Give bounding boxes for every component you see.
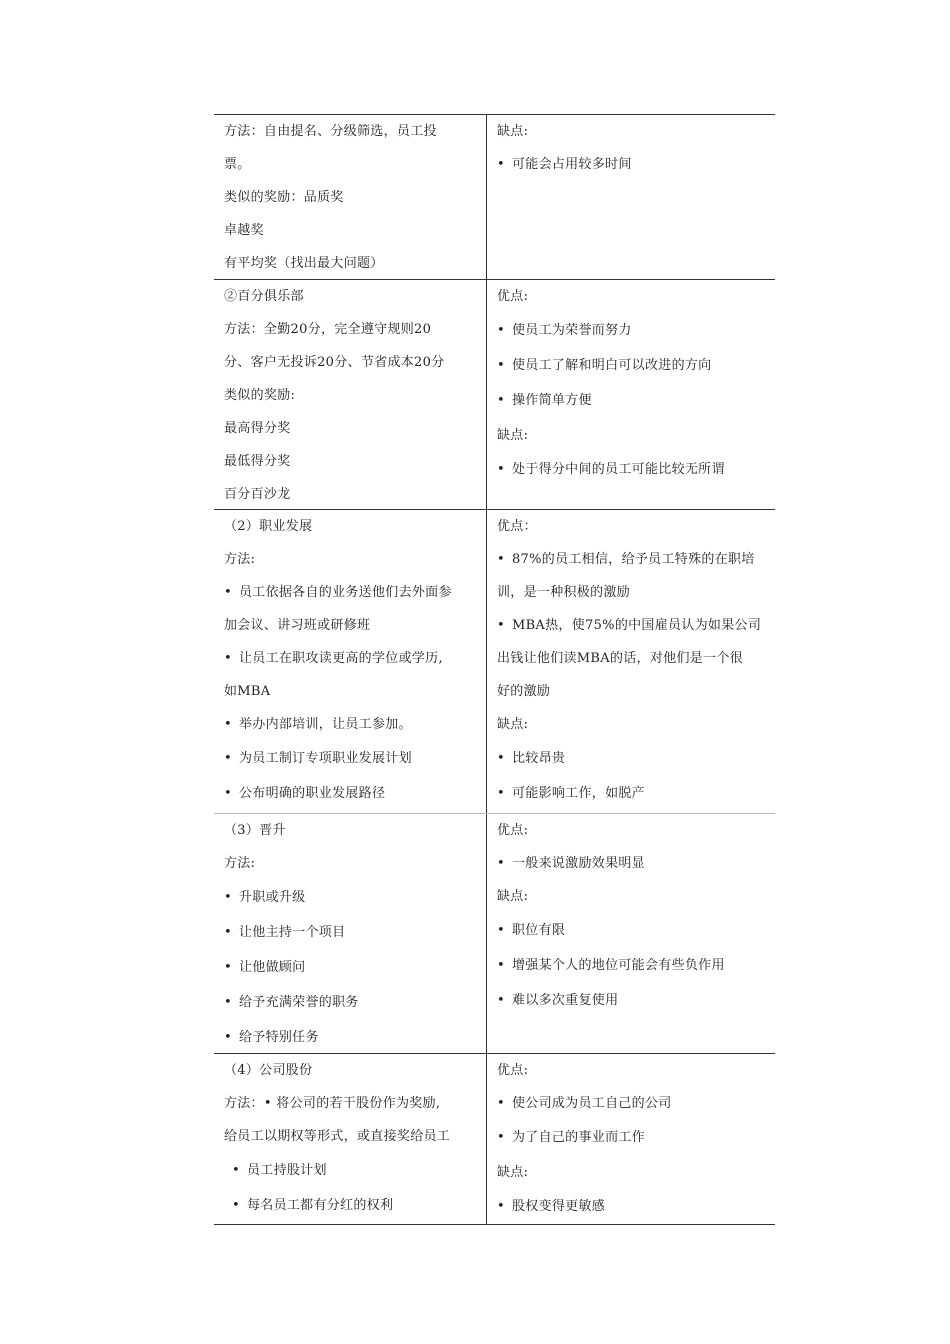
bullet-item: • 处于得分中间的员工可能比较无所谓 (497, 453, 771, 486)
table-row (214, 814, 775, 1054)
pros-cons-cell (487, 280, 775, 509)
incentive-methods-table (214, 114, 775, 1225)
bullet-item: • 使员工为荣誉而努力 (497, 313, 771, 348)
section-heading: （3）晋升 (224, 823, 286, 838)
pros-cons-cell (487, 814, 775, 1053)
bullet-item: • 举办内部培训，让员工参加。 (224, 708, 482, 741)
section-heading: ②百分俱乐部 (224, 289, 304, 304)
text-line: 最低得分奖 (224, 454, 291, 469)
bullet-item: • 比较昂贵 (497, 741, 771, 776)
table-row (214, 510, 775, 814)
section-label: 缺点: (497, 889, 529, 904)
bullet-item: • 给予特别任务 (224, 1020, 482, 1055)
text-line: 出钱让他们读MBA的话，对他们是一个很 (497, 651, 743, 666)
bullet-item: • 为员工制订专项职业发展计划 (224, 741, 482, 776)
bullet-item: • 升职或升级 (224, 880, 482, 915)
bullet-item: • 一般来说激励效果明显 (497, 847, 771, 880)
section-label: 优点： (497, 519, 537, 534)
method-cell (214, 115, 487, 279)
section-label: 缺点: (497, 428, 529, 443)
bullet-item: • 为了自己的事业而工作 (497, 1120, 771, 1155)
text-line: 方法：• 将公司的若干股份作为奖励, (224, 1096, 441, 1111)
text-line: 方法: (224, 856, 256, 871)
bullet-item: • MBA热，使75%的中国雇员认为如果公司 (497, 609, 771, 642)
text-line: 给员工以期权等形式，或直接奖给员工 (224, 1129, 451, 1144)
section-label: 优点: (497, 823, 529, 838)
text-line: 如MBA (224, 684, 271, 699)
text-line: 加会议、讲习班或研修班 (224, 618, 371, 633)
pros-cons-cell (487, 510, 775, 813)
bullet-item: • 可能会占用较多时间 (497, 148, 771, 181)
bullet-item: • 股权变得更敏感 (497, 1190, 771, 1223)
text-line: 方法：全勤20分，完全遵守规则20 (224, 322, 432, 337)
text-line: 方法: (224, 552, 256, 567)
section-label: 缺点: (497, 717, 529, 732)
bullet-item: • 可能影响工作，如脱产 (497, 776, 771, 811)
bullet-item: • 给予充满荣誉的职务 (224, 985, 482, 1020)
text-line: 类似的奖励：品质奖 (224, 190, 344, 205)
bullet-item: • 职位有限 (497, 913, 771, 948)
method-cell (214, 510, 487, 813)
bullet-item: • 让他做顾问 (224, 950, 482, 985)
bullet-item: • 使员工了解和明白可以改进的方向 (497, 348, 771, 383)
text-line: 票。 (224, 157, 251, 172)
bullet-item: • 员工持股计划 (224, 1153, 482, 1188)
bullet-item: • 让他主持一个项目 (224, 915, 482, 950)
section-label: 缺点: (497, 1165, 529, 1180)
method-cell (214, 280, 487, 509)
bullet-item: • 让员工在职攻读更高的学位或学历, (224, 642, 482, 675)
pros-cons-cell (487, 115, 775, 279)
table-row (214, 115, 775, 280)
text-line: 百分百沙龙 (224, 487, 291, 502)
text-line: 好的激励 (497, 684, 551, 699)
text-line: 方法：自由提名、分级筛选，员工投 (224, 124, 437, 139)
section-heading: （4）公司股份 (224, 1063, 313, 1078)
pros-cons-cell (487, 1054, 775, 1224)
section-label: 优点: (497, 1063, 529, 1078)
table-row (214, 280, 775, 510)
text-line: 训，是一种积极的激励 (497, 585, 631, 600)
text-line: 分、客户无投诉20分、节省成本20分 (224, 355, 445, 370)
bullet-item: • 增强某个人的地位可能会有些负作用 (497, 948, 771, 983)
table-row (214, 1054, 775, 1225)
bullet-item: • 员工依据各自的业务送他们去外面参 (224, 576, 482, 609)
text-line: 类似的奖励: (224, 388, 296, 403)
method-cell (214, 1054, 487, 1224)
bullet-item: • 使公司成为员工自己的公司 (497, 1087, 771, 1120)
bullet-item: • 操作简单方便 (497, 383, 771, 418)
bullet-item: • 公布明确的职业发展路径 (224, 776, 482, 811)
section-heading: （2）职业发展 (224, 519, 313, 534)
text-line: 卓越奖 (224, 223, 264, 238)
text-line: 最高得分奖 (224, 421, 291, 436)
bullet-item: • 87%的员工相信，给予员工特殊的在职培 (497, 543, 771, 576)
bullet-item: • 每名员工都有分红的权利 (224, 1188, 482, 1223)
bullet-item: • 难以多次重复使用 (497, 983, 771, 1018)
section-label: 缺点: (497, 124, 529, 139)
text-line: 有平均奖（找出最大问题） (224, 256, 384, 271)
section-label: 优点: (497, 289, 529, 304)
method-cell (214, 814, 487, 1053)
